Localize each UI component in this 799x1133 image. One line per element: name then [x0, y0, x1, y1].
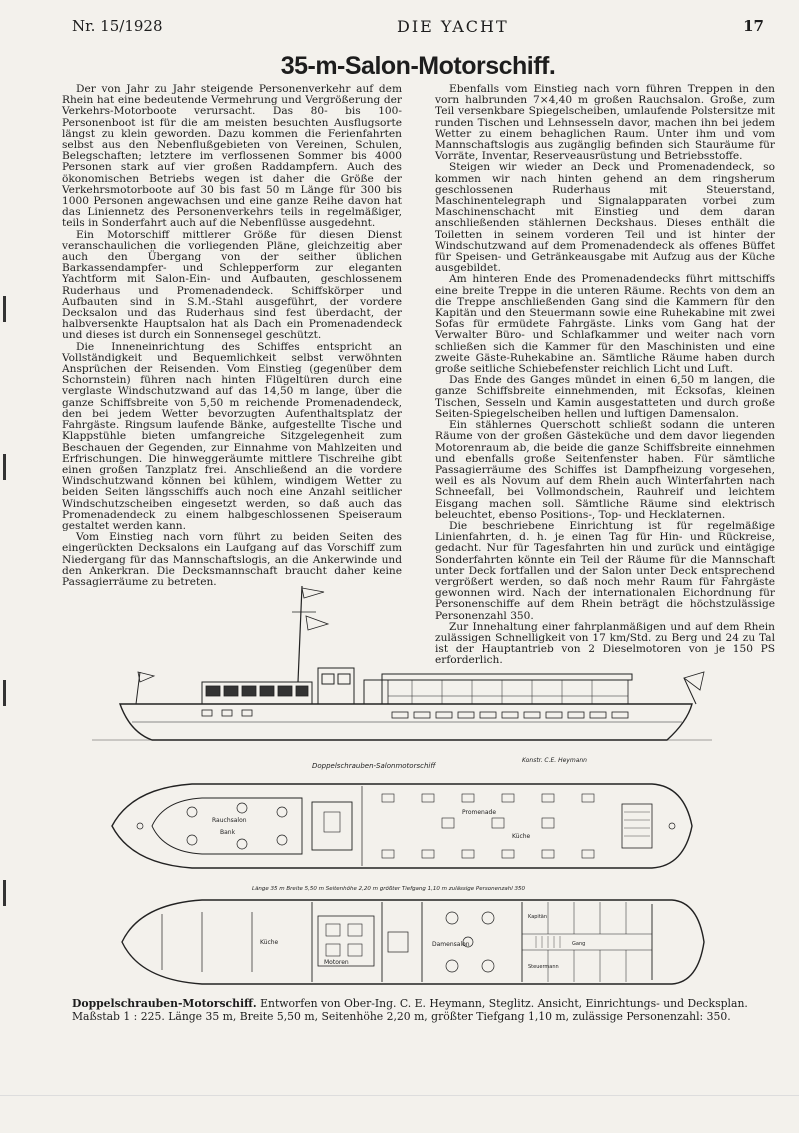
running-header — [72, 14, 764, 38]
side-elevation — [92, 586, 712, 740]
magazine-name: DIE YACHT — [396, 16, 509, 36]
figure-caption — [72, 998, 762, 1023]
caption-text: Entworfen von Ober-Ing. C. E. Heymann, Steglitz. Ansicht, Einrichtungs- und Decksplan. Maßstab 1 : 225. Länge 35 m, Breite 5,50 m, Seitenhöhe 2,20 m, größter Tiefgang 1,10 m, zulässige Personenzahl: 350. — [72, 997, 748, 1023]
lower-label: Küche — [260, 939, 279, 946]
paragraph: Das Ende des Ganges mündet in einen 6,50 m langen, die ganze Schiffsbreite einnehmenden, mit Ecksofas, kleinen Tischen, Sesseln und Kamin ausgestatteten und durch große Seiten-Spiegelscheiben hellen und luftigen Damensalon. — [435, 374, 775, 420]
deck-label: Rauchsalon — [212, 817, 247, 824]
binder-mark-icon — [0, 296, 10, 322]
lower-label: Kapitän — [528, 914, 548, 920]
ship-plans-figure — [92, 572, 712, 994]
article-title: 35-m-Salon-Motorschiff. — [280, 52, 556, 80]
lower-label: Gang — [572, 941, 586, 947]
deck-label: Küche — [512, 833, 531, 840]
author-note-label: Konstr. C.E. Heymann — [522, 757, 587, 764]
paragraph: Ein Motorschiff mittlerer Größe für diesen Dienst veranschaulichen die vorliegenden Pläne, gleichzeitig aber auch den Übergang von der seither üblichen Barkassendampfer- und Schlepperform zur eleganten Yachtform mit Salon-Ein- und Aufbauten, geschlossenem Ruderhaus und Promenadendeck. Schiffskörper und Aufbauten sind in S.M.-Stahl ausgeführt, der vordere Decksalon und das Ruderhaus sind fest überdacht, der halbversenkte Hauptsalon hat als Dach ein Promenadendeck und dieses ist durch ein Sonnensegel geschützt. — [62, 228, 402, 342]
binder-mark-icon — [0, 880, 10, 906]
deck-label: Bank — [220, 829, 236, 836]
paragraph: Ein stählernes Querschott schließt sodann die unteren Räume von der großen Gästeküche und dem davor liegenden Motorenraum ab, die beide die ganze Schiffsbreite einnehmen und ebenfalls große Seitenfenster haben. Für sämtliche Passagierräume des Schiffes ist Dampfheizung vorgesehen, weil es als Novum auf dem Rhein auch Winterfahrten nach Schneefall, bei Vollmondschein, Rauhreif und leichtem Eisgang machen soll. Sämtliche Räume sind elektrisch beleuchtet, ebenso Positions-, Top- und Hecklaternen. — [435, 419, 775, 521]
issue-number: Nr. 15/1928 — [72, 17, 163, 35]
dimensions-note: Länge 35 m Breite 5,50 m Seitenhöhe 2,20 m größter Tiefgang 1,10 m zulässige Personenzahl 350 — [252, 886, 525, 892]
left-column — [62, 84, 402, 588]
paragraph: Der von Jahr zu Jahr steigende Personenverkehr auf dem Rhein hat eine bedeutende Vermehrung und Vergrößerung der Verkehrs-Motorboote verursacht. Das 80- bis 100-Personenboot ist für die am meisten besuchten Ausflugsorte längst zu klein geworden. Dazu kommen die Ferienfahrten selbst aus den Nebenflußgebieten von Vereinen, Schulen, Belegschaften; letztere im verflossenen Sommer bis 4000 Personen stark auf vier großen Raddampfern. Auch des ökonomischen Betriebs wegen ist daher die Größe der Verkehrsmotorboote auf 30 bis fast 50 m Länge für 300 bis 1000 Personen angewachsen und eine ganze Reihe davon hat das Liniennetz des Personenverkehrs teils in regelmäßiger, teils in Sonderfahrt auch auf die Nebenflüsse ausgedehnt. — [62, 83, 402, 230]
deck-label: Promenade — [462, 809, 497, 816]
binder-mark-icon — [0, 680, 10, 706]
page-number: 17 — [743, 17, 764, 35]
deck-plan — [112, 784, 692, 868]
paragraph: Am hinteren Ende des Promenadendecks führt mittschiffs eine breite Treppe in die unteren Räume. Rechts von dem an die Treppe anschließenden Gang sind die Kammern für den Kapitän und den Steuermann sowie eine Ruhekabine mit zwei Sofas für ermüdete Fahrgäste. Links vom Gang hat der Verwalter Büro- und Schlafkammer und weiter nach vorn schließen sich die Kammer für den Maschinisten und eine zweite Gäste-Ruhekabine an. Sämtliche Räume haben durch große seitliche Schiebefenster reichlich Licht und Luft. — [435, 273, 775, 376]
paragraph: Die Inneneinrichtung des Schiffes entspricht an Vollständigkeit und Bequemlichkeit selbst verwöhnten Ansprüchen der Reisenden. Vom Einstieg (gegenüber dem Schornstein) führen nach hinten Flügeltüren durch eine verglaste Windschutzwand auf das 14,50 m lange, über die ganze Schiffsbreite von 5,50 m reichende Promenadendeck, den bei jedem Wetter bevorzugten Aufenthaltsplatz der Fahrgäste. Ringsum laufende Bänke, aufgestellte Tische und Klappstühle bieten umfangreiche Sitzgelegenheit zum Beschauen der Gegenden, zur Einnahme von Mahlzeiten und Erfrischungen. Die hinweggeräumte mittlere Tischreihe gibt einen großen Tanzplatz frei. Anschließend an die vordere Windschutzwand können bei kühlem, windigem Wetter zu beiden Seiten längsschiffs auch noch eine Anzahl seitlicher Windschutzscheiben eingesetzt werden, so daß auch das Promenadendeck zu einem halbgeschlossenen Speiseraum gestaltet werden kann. — [62, 340, 402, 532]
paragraph: Zur Innehaltung einer fahrplanmäßigen und auf dem Rhein zulässigen Schnelligkeit von 17 km/Std. zu Berg und 24 zu Tal ist der Hauptantrieb von 2 Dieselmotoren von je 150 PS erforderlich. — [435, 620, 775, 667]
paragraph: Steigen wir wieder an Deck und Promenadendeck, so kommen wir nach hinten gehend an dem ringsherum geschlossenen Ruderhaus mit Steuerstand, Maschinentelegraph und Signalapparaten vorbei zum Maschinenschacht mit Einstieg und dem daran anschließenden stählernen Deckshaus. Dieses enthält die Toiletten in seinem vorderen Teil und ist hinter der Windschutzwand auf dem Promenadendeck als offenes Büffet für Speisen- und Getränkeausgabe mit Aufzug aus der Küche ausgebildet. — [435, 161, 775, 275]
interior-plan — [122, 900, 704, 984]
lower-label: Motoren — [324, 959, 349, 966]
lower-label: Steuermann — [528, 964, 559, 970]
caption-title: Doppelschrauben-Motorschiff. — [72, 997, 257, 1010]
lower-label: Damensalon — [432, 941, 470, 948]
paragraph: Vom Einstieg nach vorn führt zu beiden Seiten des eingerückten Decksalons ein Laufgang auf das Vorschiff zum Niedergang für das Mannschaftslogis, an die Ankerwinde und den Ankerkran. Die Decksmannschaft braucht daher keine Passagierräume zu betreten. — [62, 531, 402, 588]
binder-mark-icon — [0, 454, 10, 480]
paragraph: Ebenfalls vom Einstieg nach vorn führen Treppen in den vorn halbrunden 7×4,40 m großen Rauchsalon. Große, zum Teil versenkbare Spiegelscheiben, umlaufende Polstersitze mit runden Tischen und Lehnsesseln davor, machen ihn bei jedem Wetter zu einem behaglichen Raum. Unter ihm und vom Mannschaftslogis aus zugänglig befinden sich Stauräume für Vorräte, Inventar, Reserveausrüstung und Betriebsstoffe. — [435, 83, 775, 163]
page-edge-divider — [0, 1095, 799, 1096]
plan-title-label: Doppelschrauben-Salonmotorschiff — [312, 762, 436, 770]
paragraph: Die beschriebene Einrichtung ist für regelmäßige Linienfahrten, d. h. je einen Tag für Hin- und Rückreise, gedacht. Nur für Tagesfahrten hin und zurück und eintägige Sonderfahrten könnte ein Teil der Räume für die Mannschaft unter Deck fortfallen und der Salon unter Deck entsprechend vergrößert werden, so daß noch mehr Raum für Fahrgäste gewonnen wird. Nach der internationalen Eichordnung für Personenschiffe auf dem Rhein beträgt die höchstzulässige Personenzahl 350. — [435, 519, 775, 622]
